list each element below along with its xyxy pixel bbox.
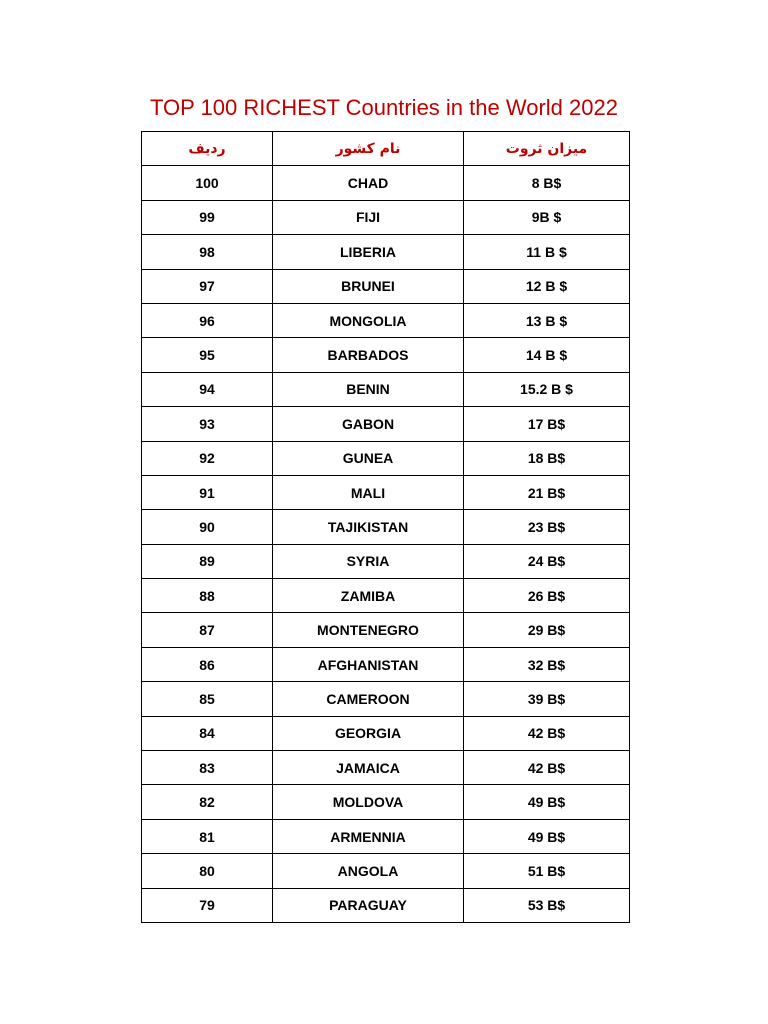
country-cell: AFGHANISTAN [273,647,464,681]
table-row [142,682,630,716]
table-row [142,338,630,372]
country-cell: GUNEA [273,441,464,475]
country-cell: ARMENNIA [273,819,464,853]
wealth-cell: 11 B $ [464,235,630,269]
rank-cell: 81 [142,819,273,853]
country-cell: GABON [273,407,464,441]
table-row [142,785,630,819]
rank-cell: 100 [142,166,273,200]
wealth-cell: 26 B$ [464,579,630,613]
country-cell: PARAGUAY [273,888,464,922]
country-cell: LIBERIA [273,235,464,269]
rank-cell: 79 [142,888,273,922]
header-wealth: میزان ثروت [464,132,630,166]
wealth-cell: 29 B$ [464,613,630,647]
header-country: نام کشور [273,132,464,166]
table-row [142,819,630,853]
wealth-cell: 51 B$ [464,854,630,888]
country-cell: SYRIA [273,544,464,578]
table-row [142,235,630,269]
rank-cell: 84 [142,716,273,750]
country-cell: MONGOLIA [273,303,464,337]
wealth-cell: 8 B$ [464,166,630,200]
country-cell: ANGOLA [273,854,464,888]
rank-cell: 97 [142,269,273,303]
table-row [142,613,630,647]
wealth-cell: 39 B$ [464,682,630,716]
rank-cell: 94 [142,372,273,406]
rank-cell: 87 [142,613,273,647]
rank-cell: 95 [142,338,273,372]
country-cell: FIJI [273,200,464,234]
wealth-cell: 14 B $ [464,338,630,372]
header-rank: ردیف [142,132,273,166]
page-title: TOP 100 RICHEST Countries in the World 2022 [150,95,618,120]
ranking-table [141,131,630,923]
table-row [142,579,630,613]
wealth-cell: 17 B$ [464,407,630,441]
rank-cell: 89 [142,544,273,578]
wealth-cell: 21 B$ [464,475,630,509]
wealth-cell: 49 B$ [464,819,630,853]
country-cell: MOLDOVA [273,785,464,819]
rank-cell: 85 [142,682,273,716]
table-row [142,200,630,234]
country-cell: BARBADOS [273,338,464,372]
wealth-cell: 49 B$ [464,785,630,819]
country-cell: JAMAICA [273,751,464,785]
table-row [142,441,630,475]
wealth-cell: 18 B$ [464,441,630,475]
country-cell: CAMEROON [273,682,464,716]
rank-cell: 99 [142,200,273,234]
table-row [142,269,630,303]
table-row [142,510,630,544]
wealth-cell: 12 B $ [464,269,630,303]
table-row [142,407,630,441]
wealth-cell: 32 B$ [464,647,630,681]
wealth-cell: 15.2 B $ [464,372,630,406]
table-body [142,166,630,923]
rank-cell: 90 [142,510,273,544]
country-cell: GEORGIA [273,716,464,750]
rank-cell: 80 [142,854,273,888]
rank-cell: 83 [142,751,273,785]
rank-cell: 98 [142,235,273,269]
table-row [142,475,630,509]
table-row [142,544,630,578]
rank-cell: 93 [142,407,273,441]
wealth-cell: 13 B $ [464,303,630,337]
country-cell: BRUNEI [273,269,464,303]
rank-cell: 88 [142,579,273,613]
wealth-cell: 42 B$ [464,716,630,750]
table-row [142,166,630,200]
wealth-cell: 9B $ [464,200,630,234]
table-row [142,854,630,888]
rank-cell: 92 [142,441,273,475]
rank-cell: 86 [142,647,273,681]
rank-cell: 96 [142,303,273,337]
table-row [142,888,630,922]
wealth-cell: 42 B$ [464,751,630,785]
wealth-cell: 53 B$ [464,888,630,922]
country-cell: BENIN [273,372,464,406]
rank-cell: 91 [142,475,273,509]
country-cell: CHAD [273,166,464,200]
table-row [142,303,630,337]
table-row [142,372,630,406]
wealth-cell: 24 B$ [464,544,630,578]
table-row [142,647,630,681]
table-row [142,716,630,750]
table-header-row [142,132,630,166]
country-cell: MONTENEGRO [273,613,464,647]
table-row [142,751,630,785]
country-cell: ZAMIBA [273,579,464,613]
country-cell: MALI [273,475,464,509]
rank-cell: 82 [142,785,273,819]
country-cell: TAJIKISTAN [273,510,464,544]
wealth-cell: 23 B$ [464,510,630,544]
